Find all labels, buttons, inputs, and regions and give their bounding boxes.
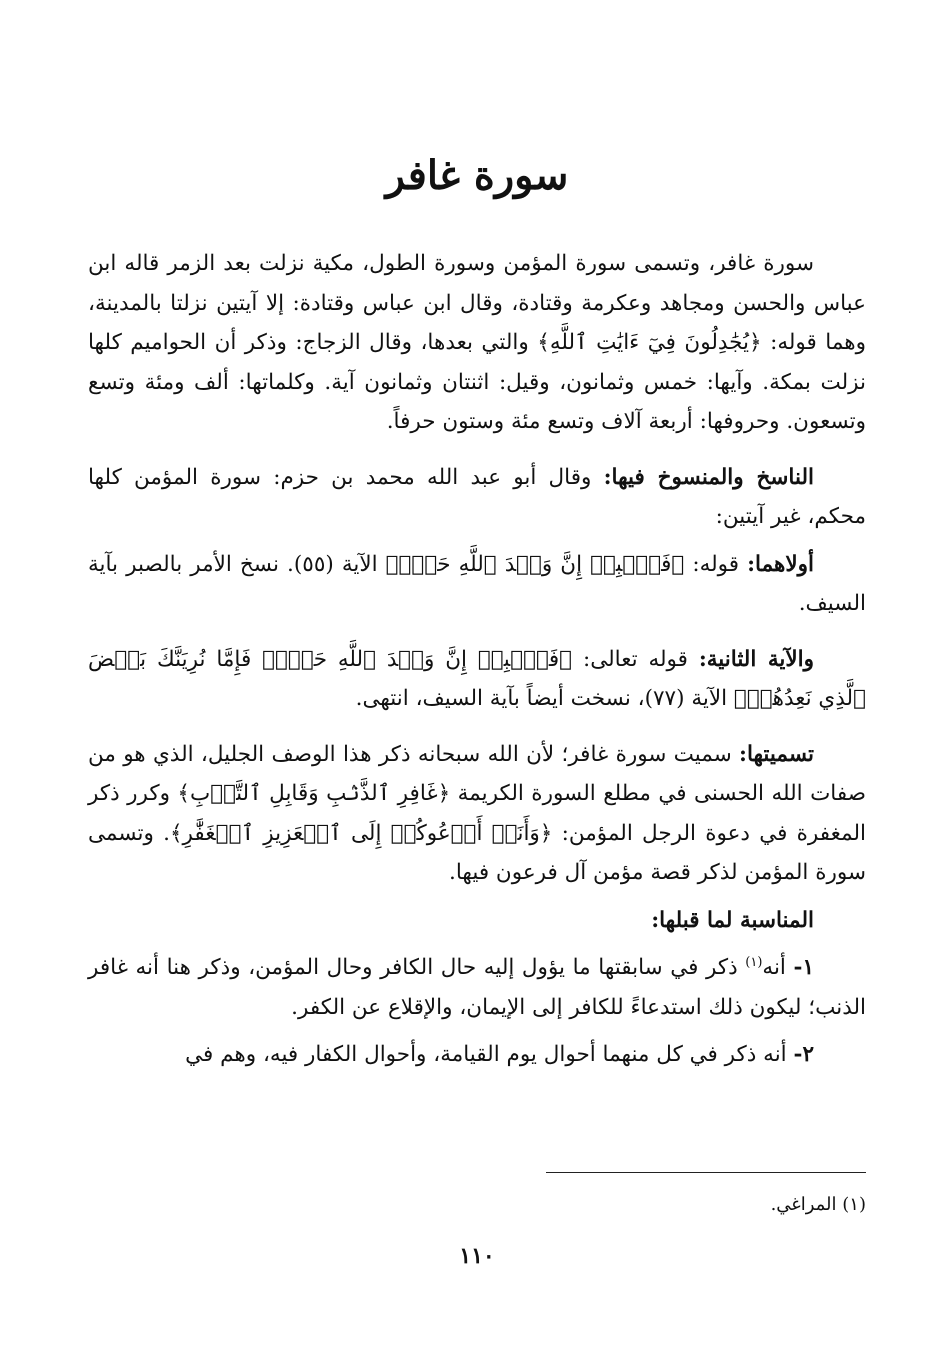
relation-item-1-text-b: ذكر في سابقتها ما يؤول إليه حال الكافر وحال المؤمن، وذكر هنا أنه غافر الذنب؛ ليكون ذلك استدعاءً للكافر إلى الإيمان، والإقلاع عن الكفر.	[88, 955, 866, 1020]
relation-heading-paragraph	[88, 901, 866, 941]
naming-heading: تسميتها:	[739, 741, 814, 767]
naskh-text: وقال أبو عبد الله محمد بن حزم: سورة المؤمن كلها محكم، غير آيتين:	[88, 464, 866, 529]
relation-item-1	[88, 948, 866, 1027]
relation-heading: المناسبة لما قبلها:	[651, 907, 814, 933]
body-text	[88, 244, 866, 1091]
relation-item-1-text-a: أنه	[762, 955, 794, 980]
first-verse-paragraph	[88, 545, 866, 624]
footnote-divider	[546, 1172, 866, 1173]
second-verse-text: قوله تعالى: ﴿فَٱصۡبِرۡ إِنَّ وَعۡدَ ٱللَّهِ حَقّٞۚ فَإِمَّا نُرِيَنَّكَ بَعۡضَ ٱلَّذِي نَعِدُهُمۡ﴾ الآية (٧٧)، نسخت أيضاً بآية السيف، انتهى.	[88, 646, 866, 711]
footnote: (١) المراغي.	[770, 1194, 866, 1215]
footnote-reference[interactable]: (١)	[745, 954, 763, 970]
relation-item-2	[88, 1035, 866, 1075]
relation-item-2-text: أنه ذكر في كل منهما أحوال يوم القيامة، وأحوال الكفار فيه، وهم في	[185, 1042, 794, 1067]
naming-paragraph	[88, 735, 866, 893]
relation-item-1-number: ١-	[793, 955, 814, 980]
document-page	[88, 0, 866, 1362]
first-verse-text: قوله: ﴿فَٱصۡبِرۡ إِنَّ وَعۡدَ ٱللَّهِ حَقّٞ﴾ الآية (٥٥). نسخ الأمر بالصبر بآية السيف.	[88, 551, 866, 616]
naskh-heading: الناسخ والمنسوخ فيها:	[603, 464, 814, 490]
naming-text: سميت سورة غافر؛ لأن الله سبحانه ذكر هذا الوصف الجليل، الذي هو من صفات الله الحسنى في مطلع السورة الكريمة ﴿غَافِرِ ٱلذَّنۢبِ وَقَابِلِ ٱلتَّوۡبِ﴾ وكرر ذكر المغفرة في دعوة الرجل المؤمن: ﴿وَأَنَا۠ أَدۡعُوكُمۡ إِلَى ٱلۡعَزِيزِ ٱلۡغَفَّٰرِ﴾. وتسمى سورة المؤمن لذكر قصة مؤمن آل فرعون فيها.	[88, 741, 866, 885]
relation-item-2-number: ٢-	[793, 1042, 814, 1067]
first-verse-heading: أولاهما:	[747, 551, 814, 577]
intro-paragraph: سورة غافر، وتسمى سورة المؤمن وسورة الطول، مكية نزلت بعد الزمر قاله ابن عباس والحسن ومجاهد وعكرمة وقتادة، وقال ابن عباس وقتادة: إلا آيتين نزلتا بالمدينة، وهما قوله: ﴿يُجَٰدِلُونَ فِيٓ ءَايَٰتِ ٱللَّهِ﴾ والتي بعدها، وقال الزجاج: وذكر أن الحواميم كلها نزلت بمكة. وآيها: خمس وثمانون، وقيل: اثنتان وثمانون آية. وكلماتها: ألف ومئة وتسع وتسعون. وحروفها: أربعة آلاف وتسع مئة وستون حرفاً.	[88, 251, 866, 434]
surah-title: سورة غافر	[385, 152, 569, 199]
page-number: ١١٠	[459, 1243, 495, 1269]
second-verse-paragraph	[88, 640, 866, 719]
second-verse-heading: والآية الثانية:	[698, 646, 814, 672]
naskh-paragraph	[88, 458, 866, 537]
